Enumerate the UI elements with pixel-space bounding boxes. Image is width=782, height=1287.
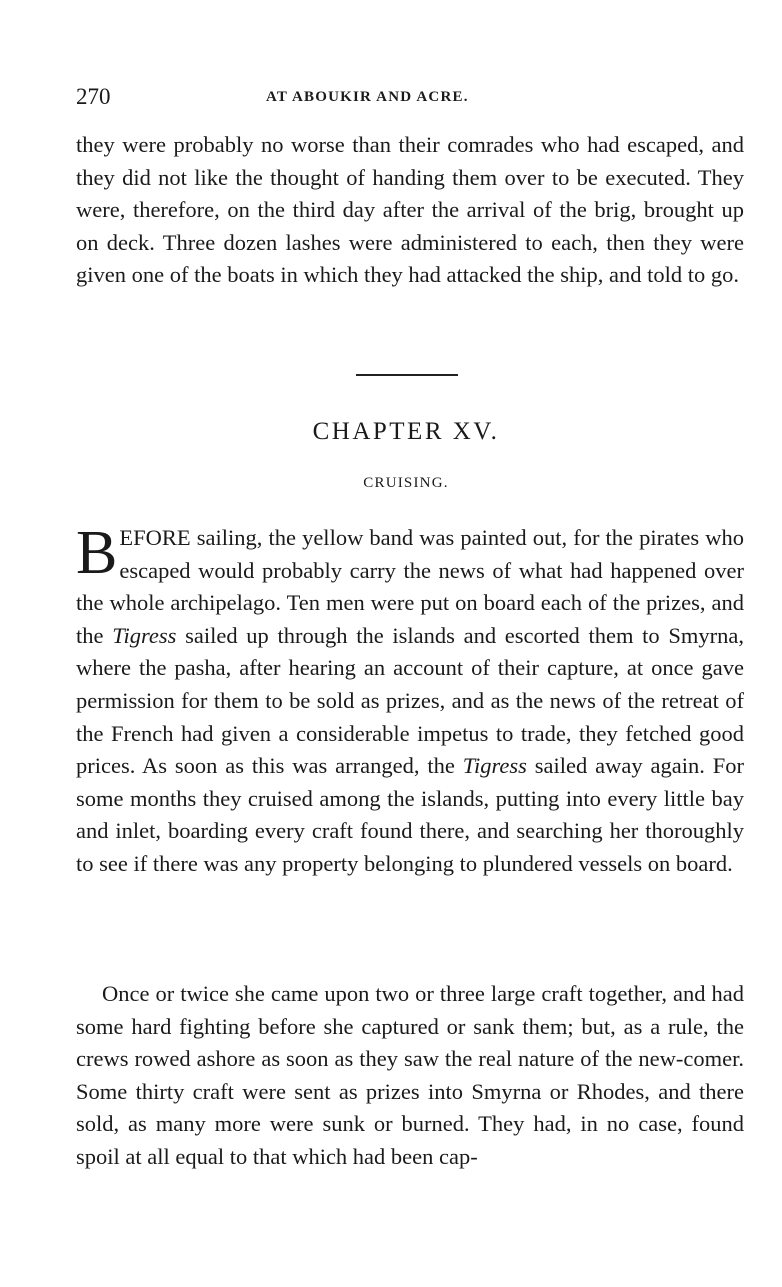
ship-name: Tigress [462,753,527,779]
lead-caps: EFORE [119,525,191,550]
page-number: 270 [76,84,111,109]
drop-cap: B [76,519,118,587]
intro-paragraph: they were probably no worse than their comrades who had escaped, and they did not like the thought of handing them over to be executed. They were, therefore, on the third day after the arrival of the brig, brought up on deck. Three dozen lashes were administered to each, then they were given one of the boats in which they had attacked the ship, and told to go. [76,132,744,288]
chapter-title: CHAPTER XV. [312,418,500,445]
paragraph-text-part-3: sailed away again. For some months they cruised among the islands, putting into every little bay and inlet, boarding every craft found there, and searching her thoroughly to see if there was any property belonging to plundered vessels on board. [76,753,745,876]
chapter-opening-paragraph [76,519,745,881]
body-paragraph: Once or twice she came upon two or three large craft together, and had some hard fighting before she captured or sank them; but, as a rule, the crews rowed ashore as soon as they saw the real nature of the new-comer. Some thirty craft were sent as prizes into Smyrna or Rhodes, and there sold, as many more were sunk or burned. They had, in no case, found spoil at all equal to that which had been cap- [76,981,744,1169]
running-header [76,84,744,114]
chapter-subtitle: CRUISING. [363,475,449,491]
running-title: AT ABOUKIR AND ACRE. [266,89,469,105]
paragraph-text-part-1: sailing, the yellow band was painted out, for the pirates who escaped would probably carry the news of what had happened over the whole archipelago. Ten men were put on board each of the prizes, and the [76,525,744,648]
ship-name: Tigress [112,622,177,648]
section-divider [356,374,458,376]
paragraph-text-part-2: sailed up through the islands and escorted them to Smyrna, where the pasha, after hearing an account of their capture, at once gave permission for them to be sold as prizes, and as the news of the retreat of the French had given a considerable impetus to trade, they fetched good prices. As soon as this was arranged, the [76,622,744,779]
